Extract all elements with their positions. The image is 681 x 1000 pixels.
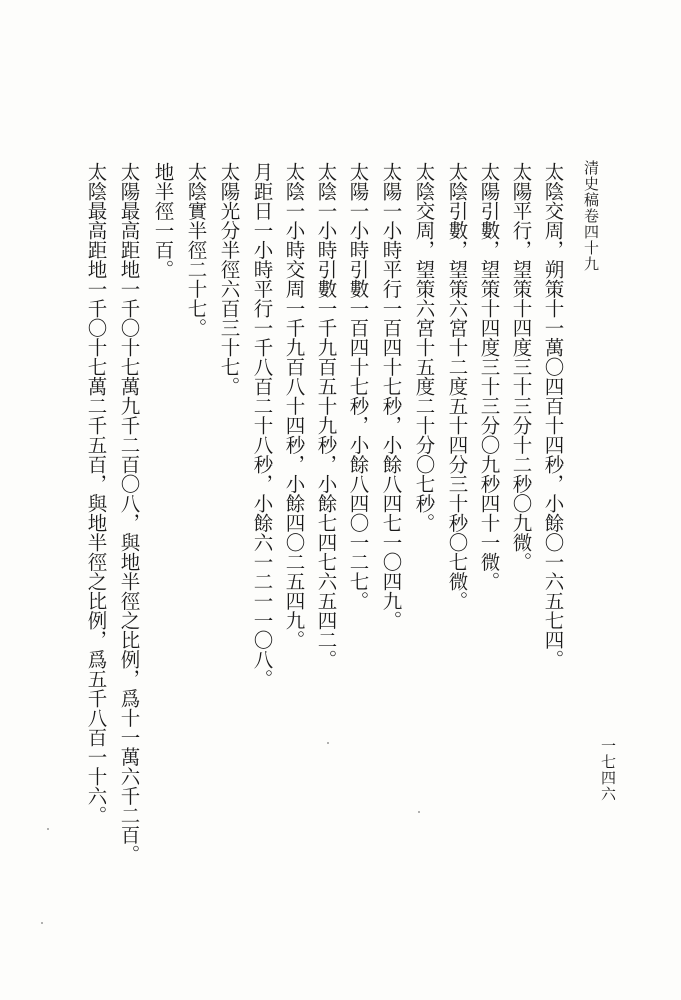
text-line-6: 太陽一小時平行一百四十七秒，小餘八四七一〇四九。 bbox=[379, 162, 403, 630]
text-line-10: 月距日一小時平行一千八百二十八秒，小餘六一二一一〇八。 bbox=[250, 162, 274, 689]
text-line-7: 太陽一小時引數一百四十七秒，小餘八四〇一二七。 bbox=[346, 162, 370, 611]
running-title: 清史稿卷四十九 bbox=[582, 160, 600, 272]
text-line-11: 太陽光分半徑六百三十七。 bbox=[217, 162, 241, 396]
page-number: 一七四六 bbox=[599, 738, 617, 802]
text-line-12: 太陰實半徑二十七。 bbox=[184, 162, 208, 338]
text-line-5: 太陰交周，望策六宮十五度二十分〇七秒。 bbox=[412, 162, 436, 533]
text-line-8: 太陰一小時引數一千九百五十九秒，小餘七四七六五四二。 bbox=[314, 162, 338, 669]
text-line-2: 太陽平行，望策十四度三十三分十二秒〇九微。 bbox=[509, 162, 533, 572]
text-line-15: 太陰最高距地一千〇十七萬二千五百，與地半徑之比例，爲五千八百一十六。 bbox=[84, 162, 108, 825]
scan-speck bbox=[327, 742, 329, 744]
text-line-14: 太陽最高距地一千〇十七萬九千二百〇八，與地半徑之比例，爲十一萬六千二百。 bbox=[117, 162, 141, 864]
scan-speck bbox=[41, 922, 43, 924]
text-line-3: 太陽引數，望策十四度三十三分〇九秒四十一微。 bbox=[477, 162, 501, 591]
text-line-4: 太陰引數，望策六宮十二度五十四分三十秒〇七微。 bbox=[445, 162, 469, 611]
text-line-9: 太陰一小時交周一千九百八十四秒，小餘四〇二五四九。 bbox=[282, 162, 306, 650]
scan-speck bbox=[418, 811, 420, 813]
scan-speck bbox=[47, 828, 49, 830]
text-line-13: 地半徑一百。 bbox=[151, 162, 175, 279]
text-line-1: 太陰交周，朔策十一萬〇四百十四秒，小餘〇一六五七四。 bbox=[541, 162, 565, 669]
